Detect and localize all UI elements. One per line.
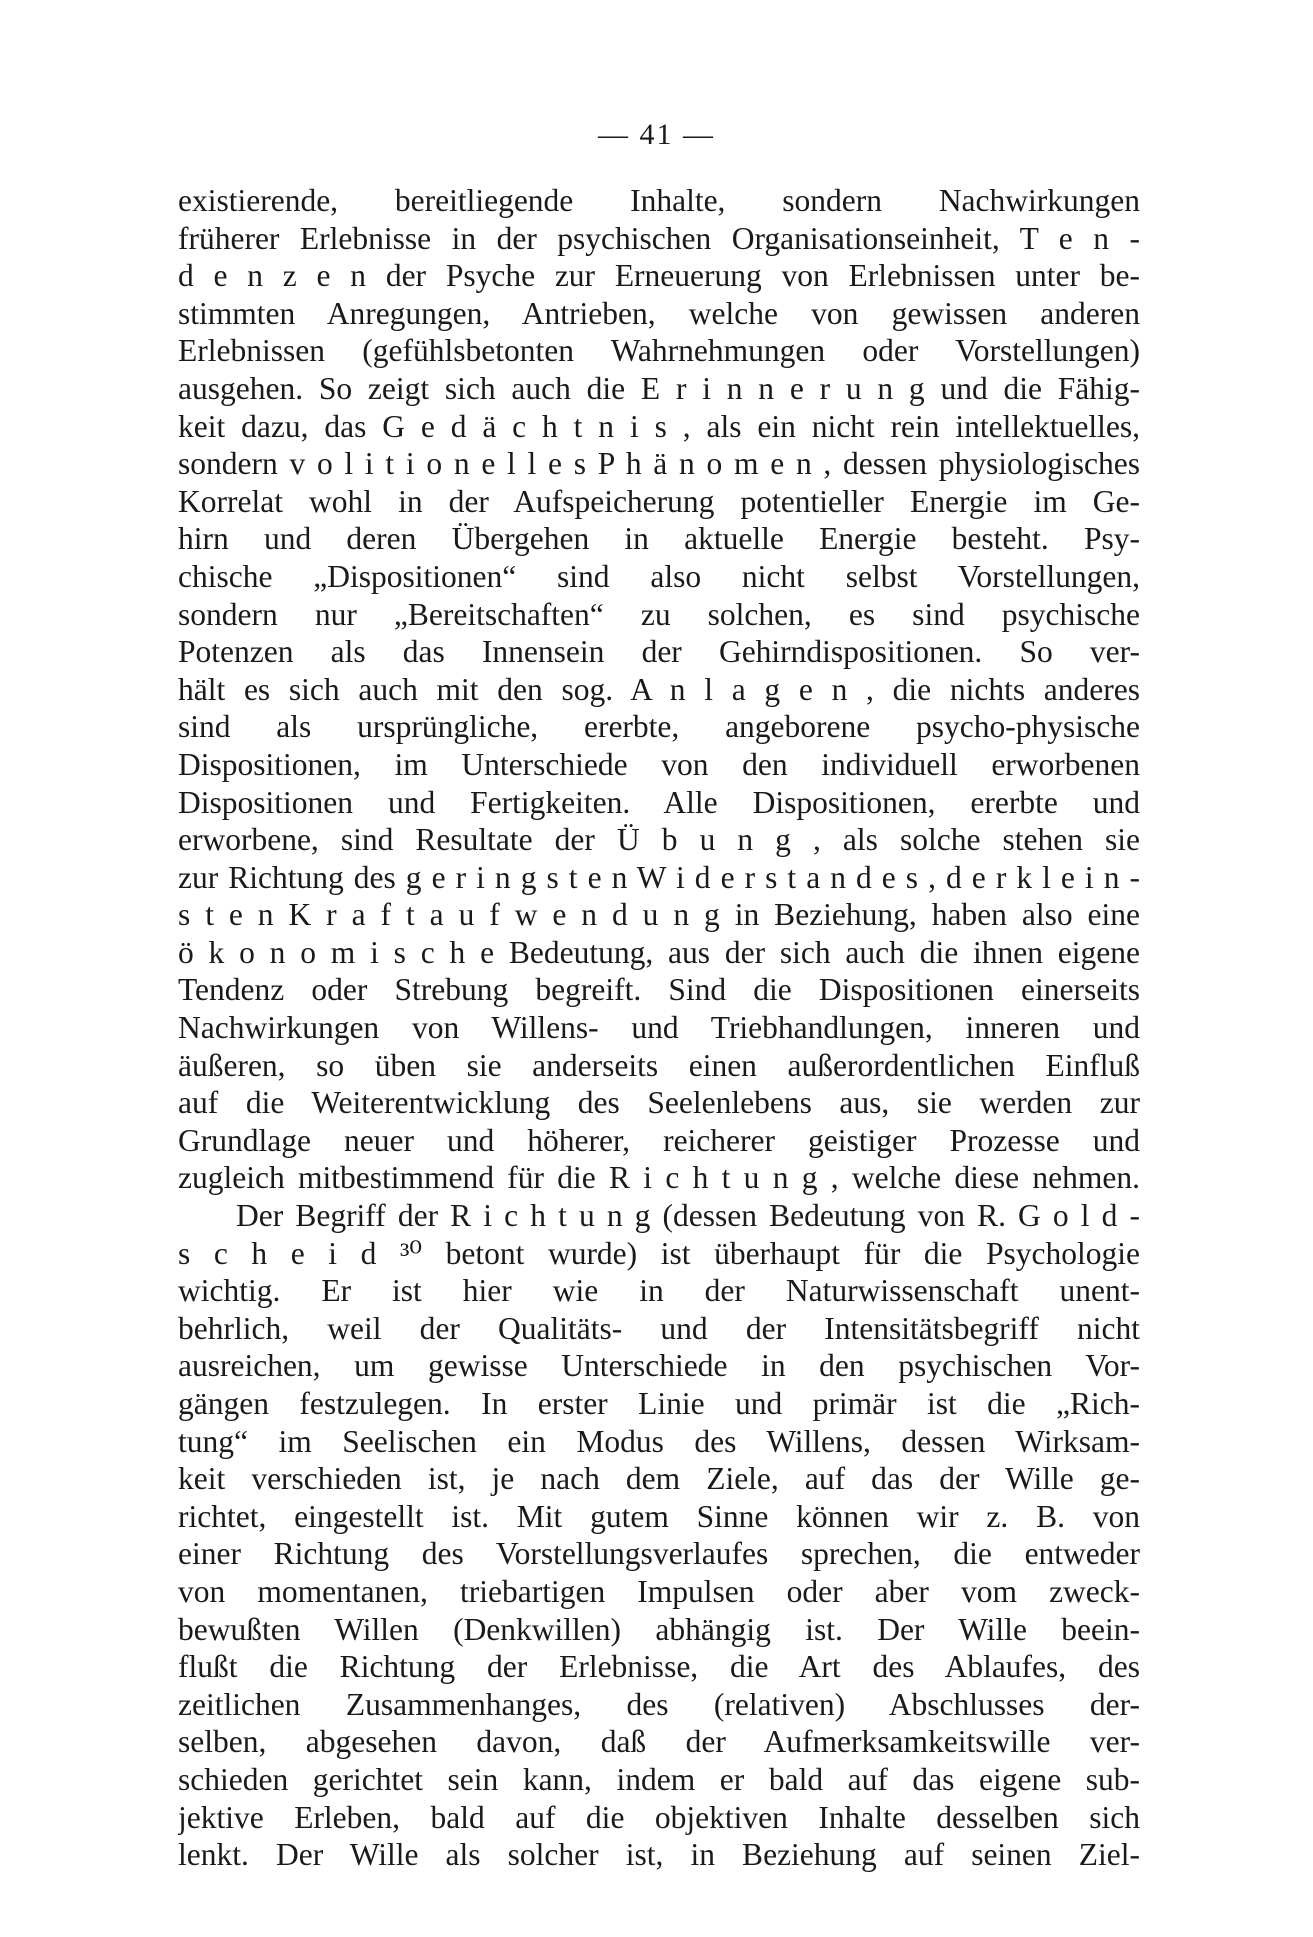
text-line: behrlich, weil der Qualitäts- und der Intensitätsbegriff nicht [178,1310,1140,1346]
text-line: Korrelat wohl in der Aufspeicherung potentieller Energie im Ge- [178,483,1140,519]
text-line: zugleich mitbestimmend für die R i c h t u n g , welche diese nehmen. [178,1160,1140,1196]
text-line: keit dazu, das G e d ä c h t n i s , als ein nicht rein intellektuelles, [178,408,1140,444]
body-text [178,182,1140,1874]
text-line: flußt die Richtung der Erlebnisse, die Art des Ablaufes, des [178,1649,1140,1685]
text-line: sondern v o l i t i o n e l l e s P h ä n o m e n , dessen physiologisches [178,446,1140,482]
text-line: sind als ursprüngliche, ererbte, angeborene psycho-physische [178,709,1140,745]
text-line: Grundlage neuer und höherer, reicherer geistiger Prozesse und [178,1122,1140,1158]
text-line: jektive Erleben, bald auf die objektiven Inhalte desselben sich [178,1799,1140,1835]
text-line: gängen festzulegen. In erster Linie und primär ist die „Rich- [178,1386,1140,1421]
text-line: Dispositionen, im Unterschiede von den individuell erworbenen [178,746,1140,782]
text-line: wichtig. Er ist hier wie in der Naturwissenschaft unent- [178,1273,1140,1309]
page-number: — 41 — [598,118,715,151]
text-line: d e n z e n der Psyche zur Erneuerung von Erlebnissen unter be- [178,258,1140,294]
text-line: Erlebnissen (gefühlsbetonten Wahrnehmungen oder Vorstellungen) [178,333,1140,369]
text-line: Nachwirkungen von Willens- und Triebhandlungen, inneren und [178,1010,1140,1046]
text-line: sondern nur „Bereitschaften“ zu solchen, es sind psychische [178,596,1140,632]
text-line: keit verschieden ist, je nach dem Ziele, auf das der Wille ge- [178,1461,1140,1497]
text-line: bewußten Willen (Denkwillen) abhängig ist. Der Wille beein- [178,1611,1140,1647]
text-line: Dispositionen und Fertigkeiten. Alle Dispositionen, ererbte und [178,784,1140,820]
text-line: hirn und deren Übergehen in aktuelle Energie besteht. Psy- [178,521,1140,557]
text-line: von momentanen, triebartigen Impulsen oder aber vom zweck- [178,1573,1140,1609]
text-line: früherer Erlebnisse in der psychischen Organisationseinheit, T e n - [178,220,1140,256]
text-line: selben, abgesehen davon, daß der Aufmerksamkeitswille ver- [178,1724,1140,1760]
text-line: stimmten Anregungen, Antrieben, welche von gewissen anderen [178,295,1140,331]
text-line: s c h e i d ³⁰ betont wurde) ist überhaupt für die Psychologie [178,1235,1140,1271]
text-line: richtet, eingestellt ist. Mit gutem Sinne können wir z. B. von [178,1498,1140,1534]
text-line: existierende, bereitliegende Inhalte, sondern Nachwirkungen [178,183,1140,218]
text-line: einer Richtung des Vorstellungsverlaufes sprechen, die entweder [178,1536,1140,1572]
text-line: s t e n K r a f t a u f w e n d u n g in Beziehung, haben also eine [178,897,1140,933]
text-line: zeitlichen Zusammenhanges, des (relativen) Abschlusses der- [178,1686,1140,1722]
text-line: Tendenz oder Strebung begreift. Sind die Dispositionen einerseits [178,972,1140,1008]
text-line: lenkt. Der Wille als solcher ist, in Beziehung auf seinen Ziel- [178,1837,1140,1873]
text-line: ausreichen, um gewisse Unterschiede in den psychischen Vor- [178,1348,1140,1384]
text-line: chische „Dispositionen“ sind also nicht selbst Vorstellungen, [178,558,1140,594]
text-line: ö k o n o m i s c h e Bedeutung, aus der sich auch die ihnen eigene [178,934,1140,970]
paragraph-start-line: Der Begriff der R i c h t u n g (dessen Bedeutung von R. G o l d - [236,1198,1140,1234]
text-line: zur Richtung des g e r i n g s t e n W i d e r s t a n d e s , d e r k l e i n - [178,859,1140,895]
text-line: auf die Weiterentwicklung des Seelenlebens aus, sie werden zur [178,1085,1140,1121]
text-line: tung“ im Seelischen ein Modus des Willens, dessen Wirksam- [178,1423,1140,1459]
text-line: erworbene, sind Resultate der Ü b u n g , als solche stehen sie [178,822,1140,858]
text-line: Potenzen als das Innensein der Gehirndispositionen. So ver- [178,634,1140,670]
text-line: schieden gerichtet sein kann, indem er bald auf das eigene sub- [178,1761,1140,1797]
text-line: hält es sich auch mit den sog. A n l a g e n , die nichts anderes [178,671,1140,707]
text-line: ausgehen. So zeigt sich auch die E r i n n e r u n g und die Fähig- [178,370,1140,406]
text-line: äußeren, so üben sie anderseits einen außerordentlichen Einfluß [178,1047,1140,1083]
